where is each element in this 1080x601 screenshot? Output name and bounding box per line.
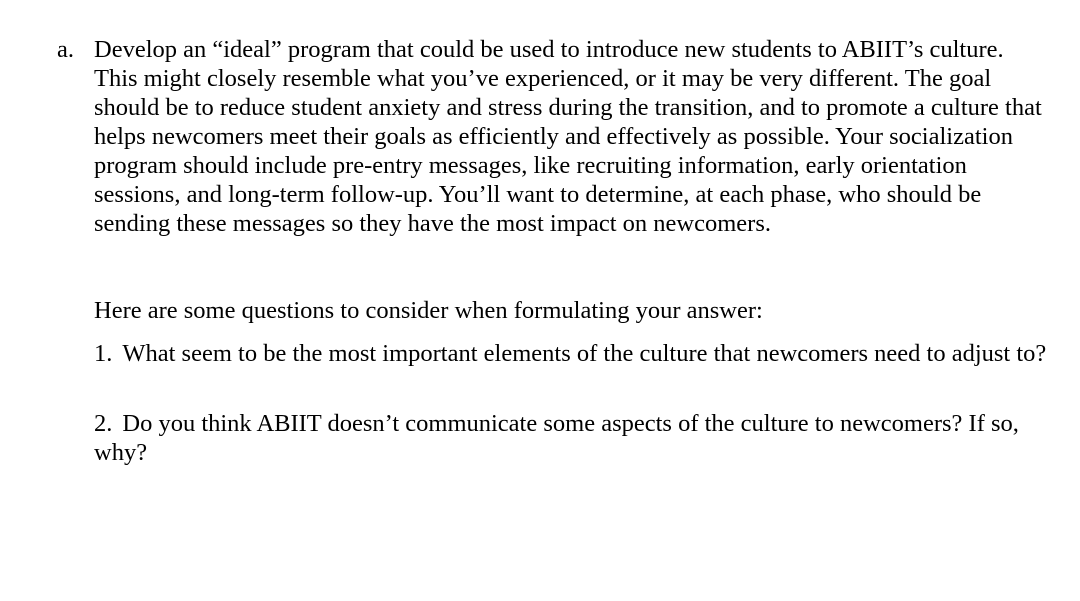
question-number: 2. <box>94 410 113 437</box>
question-text: What seem to be the most important elements of the culture that newcomers need to adjust to? <box>122 340 1047 367</box>
assignment-instructions: Develop an “ideal” program that could be used to introduce new students to ABIIT’s culture. This might closely resemble what you’ve experienced, or it may be very different. The goal should be to reduce student anxiety and stress during the transition, and to promote a culture that helps newcomers meet their goals as efficiently and effectively as possible. Your socialization program should include pre-entry messages, like recruiting information, early orientation sessions, and long-term follow-up. You’ll want to determine, at each phase, who should be sending these messages so they have the most impact on newcomers. <box>94 36 1042 237</box>
question-number: 1. <box>94 340 113 367</box>
question-2 <box>94 409 1054 467</box>
questions-intro: Here are some questions to consider when formulating your answer: <box>94 297 763 324</box>
question-1 <box>94 339 1054 368</box>
question-text: Do you think ABIIT doesn’t communicate some aspects of the culture to newcomers? If so, why? <box>94 410 1019 466</box>
list-marker: a. <box>57 36 74 63</box>
